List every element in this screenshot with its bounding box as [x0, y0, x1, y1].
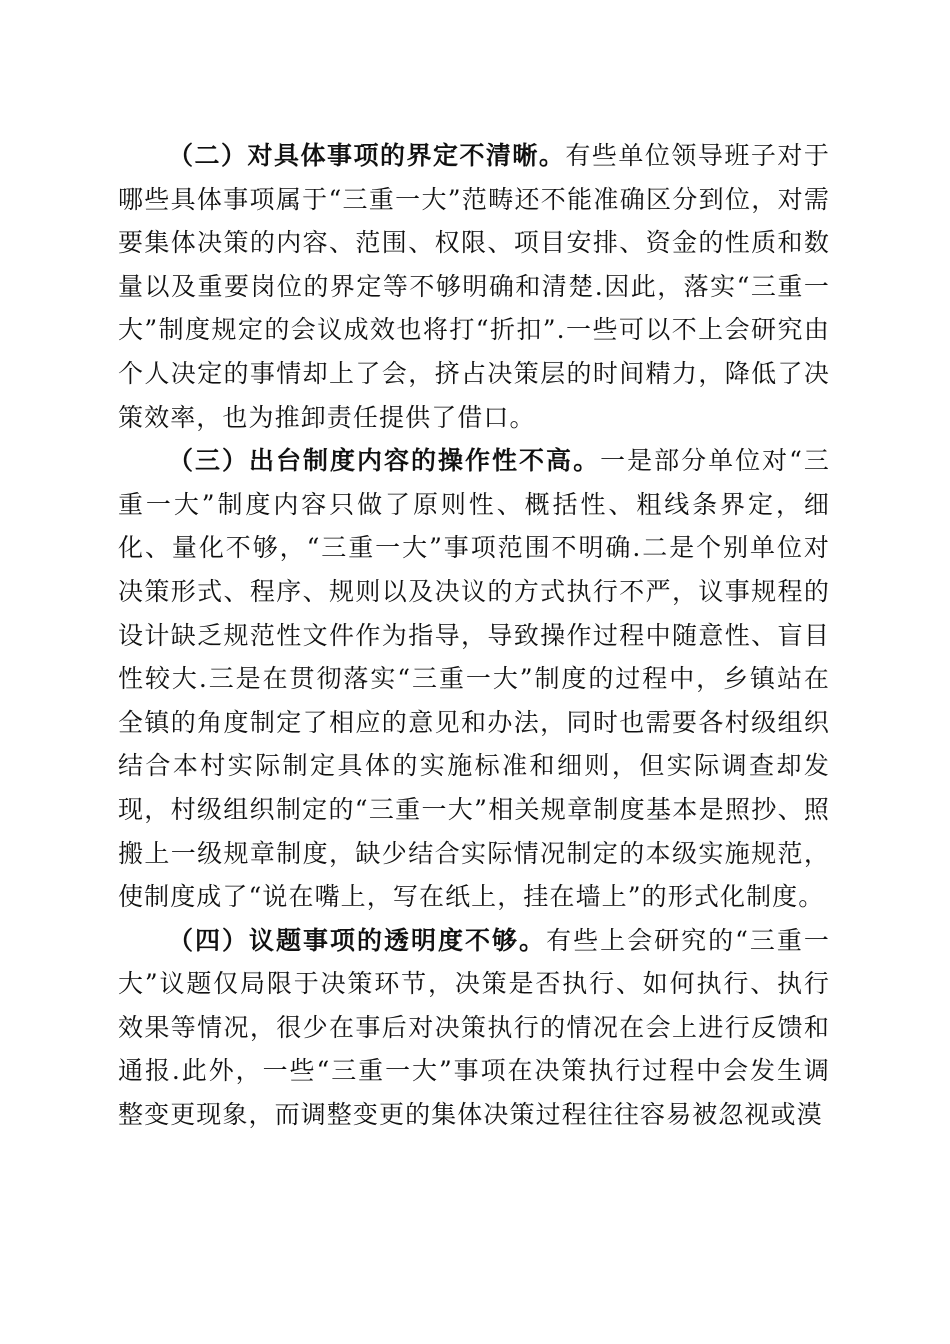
- paragraph-2-heading: （二）对具体事项的界定不清晰。: [168, 141, 566, 170]
- paragraph-3-text: 一是部分单位对“三重一大”制度内容只做了原则性、概括性、粗线条界定，细化、量化不够，“三重一大”事项范围不明确.二是个别单位对决策形式、程序、规则以及决议的方式执行不严，议事规程的设计缺乏规范性文件作为指导，导致操作过程中随意性、盲目性较大.三是在贯彻落实“三重一大”制度的过程中，乡镇站在全镇的角度制定了相应的意见和办法，同时也需要各村级组织结合本村实际制定具体的实施标准和细则，但实际调查却发现，村级组织制定的“三重一大”相关规章制度基本是照抄、照搬上一级规章制度，缺少结合实际情况制定的本级实施规范，使制度成了“说在嘴上，写在纸上，挂在墙上”的形式化制度。: [118, 446, 830, 912]
- document-body: [118, 134, 830, 1137]
- paragraph-2-text: 有些单位领导班子对于哪些具体事项属于“三重一大”范畴还不能准确区分到位，对需要集体决策的内容、范围、权限、项目安排、资金的性质和数量以及重要岗位的界定等不够明确和清楚.因此，落实“三重一大”制度规定的会议成效也将打“折扣”.一些可以不上会研究由个人决定的事情却上了会，挤占决策层的时间精力，降低了决策效率，也为推卸责任提供了借口。: [118, 141, 830, 432]
- paragraph-4: [118, 919, 830, 1137]
- paragraph-4-text: 有些上会研究的“三重一大”议题仅局限于决策环节，决策是否执行、如何执行、执行效果等情况，很少在事后对决策执行的情况在会上进行反馈和通报.此外，一些“三重一大”事项在决策执行过程中会发生调整变更现象，而调整变更的集体决策过程往往容易被忽视或漠: [118, 925, 830, 1130]
- paragraph-3-heading: （三）出台制度内容的操作性不高。: [168, 446, 601, 476]
- paragraph-2: [118, 134, 830, 439]
- paragraph-4-heading: （四）议题事项的透明度不够。: [168, 925, 547, 955]
- paragraph-3: [118, 439, 830, 919]
